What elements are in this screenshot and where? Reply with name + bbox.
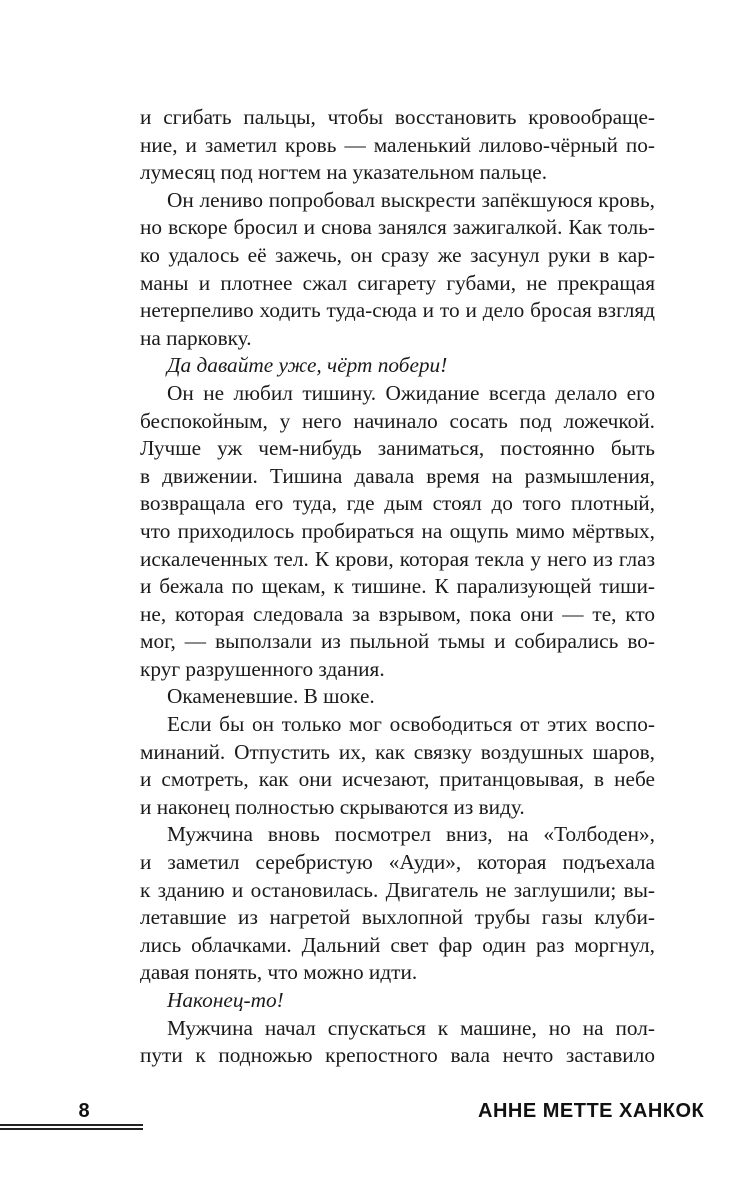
text-line: Если бы он только мог освободиться от этих воспо- xyxy=(167,712,655,737)
text-line: минаний. Отпустить их, как связку воздушных шаров, xyxy=(140,739,655,764)
footer-double-rule xyxy=(0,1124,143,1130)
text-line: Он лениво попробовал выскрести запёкшуюся кровь, xyxy=(167,187,655,212)
text-line: Окаменевшие. В шоке. xyxy=(167,684,375,709)
italic-text-line: Да давайте уже, чёрт побери! xyxy=(167,353,448,378)
text-line: к зданию и остановилась. Двигатель не заглушили; вы- xyxy=(140,877,655,902)
text-line: и заметил серебристую «Ауди», которая подъехала xyxy=(140,850,655,875)
text-line: лумесяц под ногтем на указательном пальце. xyxy=(140,160,548,185)
text-line: искалеченных тел. К крови, которая текла у него из глаз xyxy=(140,546,655,571)
text-line: давая понять, что можно идти. xyxy=(140,960,418,985)
text-line: не, которая следовала за взрывом, пока они — те, кто xyxy=(140,601,655,626)
running-footer-author: АННЕ МЕТТЕ ХАНКОК xyxy=(478,1100,705,1122)
text-line: и бежала по щекам, к тишине. К парализующей тиши- xyxy=(140,574,655,599)
text-line: но вскоре бросил и снова занялся зажигалкой. Как толь- xyxy=(140,215,655,240)
text-line: ко удалось её зажечь, он сразу же засунул руки в кар- xyxy=(140,242,655,267)
text-line: и наконец полностью скрываются из виду. xyxy=(140,794,525,819)
text-line: нетерпеливо ходить туда-сюда и то и дело бросая взгляд xyxy=(140,298,655,323)
body-text xyxy=(140,104,655,1070)
text-line: мог, — выползали из пыльной тьмы и собирались во- xyxy=(140,629,655,654)
text-line: ние, и заметил кровь — маленький лилово-чёрный по- xyxy=(140,132,655,157)
text-line: на парковку. xyxy=(140,325,252,350)
text-line: маны и плотнее сжал сигарету губами, не прекращая xyxy=(140,270,655,295)
text-line: Лучше уж чем-нибудь заниматься, постоянно быть xyxy=(140,436,655,461)
text-line: Мужчина вновь посмотрел вниз, на «Толбоден», xyxy=(167,822,655,847)
page-number: 8 xyxy=(78,1100,90,1122)
text-line: беспокойным, у него начинало сосать под ложечкой. xyxy=(140,408,655,433)
text-line: и сгибать пальцы, чтобы восстановить кровообраще- xyxy=(140,105,655,129)
text-line: и смотреть, как они исчезают, пританцовывая, в небе xyxy=(140,767,655,792)
text-line: круг разрушенного здания. xyxy=(140,656,385,681)
text-line: что приходилось пробираться на ощупь мимо мёртвых, xyxy=(140,518,655,543)
text-line: пути к подножью крепостного вала нечто заставило xyxy=(140,1043,655,1068)
text-line: Мужчина начал спускаться к машине, но на пол- xyxy=(167,1015,655,1040)
text-line: лись облачками. Дальний свет фар один раз моргнул, xyxy=(140,932,655,957)
text-line: возвращала его туда, где дым стоял до того плотный, xyxy=(140,491,655,516)
text-line: в движении. Тишина давала время на размышления, xyxy=(140,463,655,488)
text-line: летавшие из нагретой выхлопной трубы газы клуби- xyxy=(140,905,655,930)
text-line: Он не любил тишину. Ожидание всегда делало его xyxy=(167,380,655,405)
italic-text-line: Наконец-то! xyxy=(167,988,284,1012)
